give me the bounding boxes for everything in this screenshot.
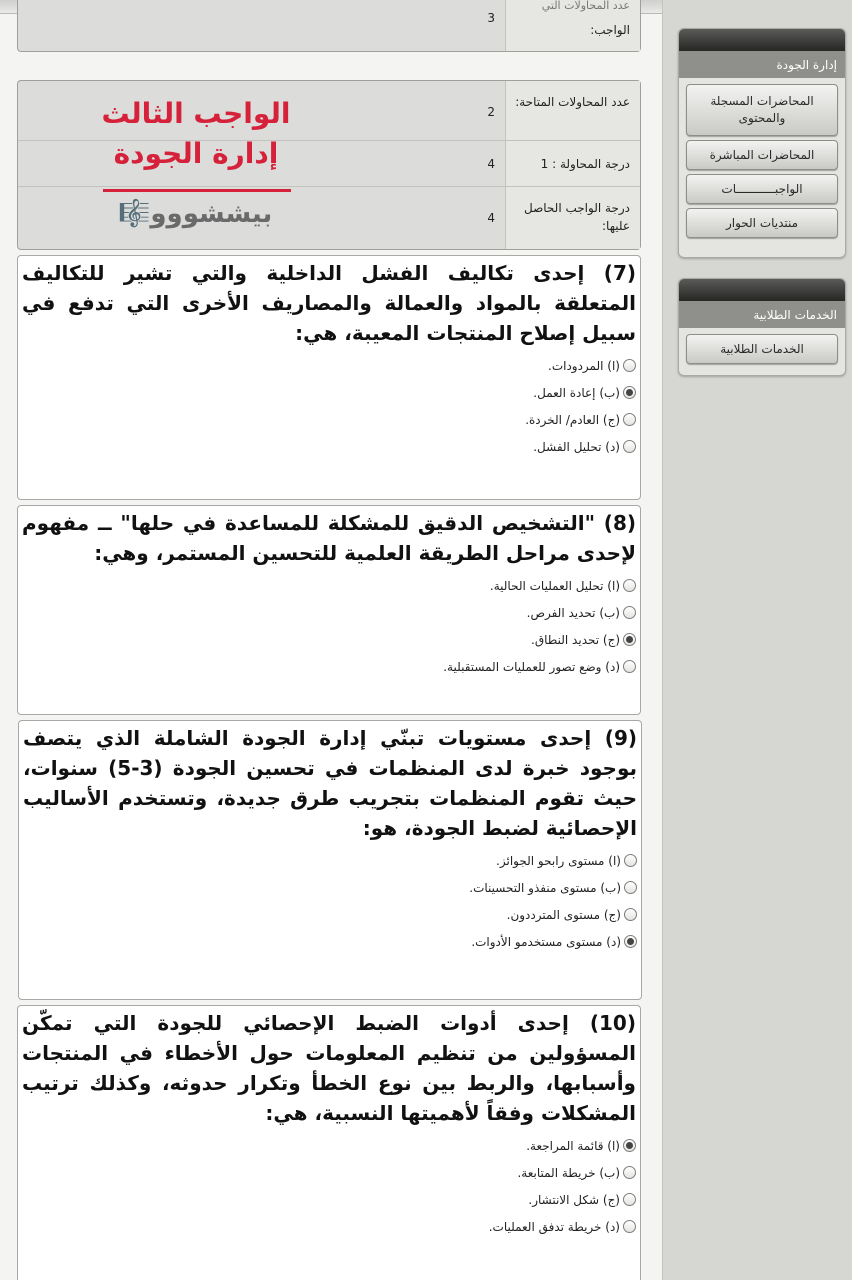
info-value-cut: 3 xyxy=(487,11,495,25)
option-label: (ب) مستوى منفذو التحسينات. xyxy=(469,880,621,895)
option-item[interactable] xyxy=(23,901,637,928)
info-value: 4 xyxy=(487,157,495,171)
option-item[interactable] xyxy=(23,928,637,955)
info-label: درجة الواجب الحاصل عليها: xyxy=(505,187,640,249)
option-label: (د) تحليل الفشل. xyxy=(533,439,620,454)
options-list xyxy=(22,1132,636,1240)
sidebar-item-assignments[interactable]: الواجبـــــــــــات xyxy=(686,174,838,204)
assignment-info-box xyxy=(17,80,641,250)
radio-button[interactable] xyxy=(624,854,637,867)
radio-button[interactable] xyxy=(623,606,636,619)
stamp-divider xyxy=(103,189,291,192)
option-item[interactable] xyxy=(22,1132,636,1159)
option-item[interactable] xyxy=(23,874,637,901)
option-item[interactable] xyxy=(22,1213,636,1240)
radio-button[interactable] xyxy=(623,413,636,426)
radio-button[interactable] xyxy=(623,440,636,453)
sidebar-panel-student-services xyxy=(678,278,846,376)
radio-button[interactable] xyxy=(624,881,637,894)
sidebar-item-live-lectures[interactable]: المحاضرات المباشرة xyxy=(686,140,838,170)
option-item[interactable] xyxy=(23,847,637,874)
panel-header-bar xyxy=(679,279,845,301)
info-value: 4 xyxy=(487,211,495,225)
question-card-8 xyxy=(17,505,641,715)
info-label-cut: عدد المحاولات التي xyxy=(541,0,630,12)
option-label: (ا) مستوى رابحو الجوائز. xyxy=(496,853,621,868)
option-item[interactable] xyxy=(22,626,636,653)
option-item[interactable] xyxy=(22,653,636,680)
option-label: (د) مستوى مستخدمو الأدوات. xyxy=(471,934,621,949)
option-item[interactable] xyxy=(22,379,636,406)
radio-button[interactable] xyxy=(623,386,636,399)
option-label: (ب) إعادة العمل. xyxy=(533,385,620,400)
sidebar-item-recorded-lectures[interactable]: المحاضرات المسجلة والمحتوى xyxy=(686,84,838,136)
panel-header-bar xyxy=(679,29,845,51)
sidebar-item-student-services[interactable]: الخدمات الطلابية xyxy=(686,334,838,364)
radio-button[interactable] xyxy=(623,1220,636,1233)
option-label: (د) خريطة تدفق العمليات. xyxy=(488,1219,620,1234)
option-item[interactable] xyxy=(22,572,636,599)
info-value: 2 xyxy=(487,105,495,119)
radio-button[interactable] xyxy=(624,935,637,948)
question-text: (7) إحدى تكاليف الفشل الداخلية والتي تشير للتكاليف المتعلقة بالمواد والعمالة والمصاريف الأخرى التي تدفع في سبيل إصلاح المنتجات المعيبة، هي: xyxy=(22,261,636,345)
option-item[interactable] xyxy=(22,1159,636,1186)
radio-button[interactable] xyxy=(623,359,636,372)
question-text: (10) إحدى أدوات الضبط الإحصائي للجودة التي تمكّن المسؤولين من تنظيم المعلومات حول الأخطاء في المنتجات وأسبابها، والربط بين نوع الخطأ وتكرار حدوثه، وكذلك ترتيب المشكلات وفقاً لأهميتها النسبية، هي: xyxy=(22,1011,636,1125)
info-label: درجة المحاولة : 1 xyxy=(505,141,640,186)
option-label: (ب) تحديد الفرص. xyxy=(526,605,620,620)
option-label: (ب) خريطة المتابعة. xyxy=(517,1165,620,1180)
question-card-10 xyxy=(17,1005,641,1280)
panel-title: إدارة الجودة xyxy=(679,51,845,78)
question-card-9 xyxy=(18,720,642,1000)
option-label: (ج) العادم/ الخردة. xyxy=(525,412,620,427)
option-item[interactable] xyxy=(22,352,636,379)
radio-button[interactable] xyxy=(623,1193,636,1206)
sidebar-panel-quality xyxy=(678,28,846,258)
options-list xyxy=(23,847,637,955)
option-label: (ج) مستوى المترددون. xyxy=(506,907,621,922)
option-label: (ا) المردودات. xyxy=(548,358,620,373)
radio-button[interactable] xyxy=(623,1166,636,1179)
info-row-final-grade xyxy=(18,187,640,249)
info-row-attempts-used xyxy=(18,0,640,51)
option-item[interactable] xyxy=(22,1186,636,1213)
option-item[interactable] xyxy=(22,599,636,626)
option-label: (ا) قائمة المراجعة. xyxy=(526,1138,620,1153)
sidebar-item-forums[interactable]: منتديات الحوار xyxy=(686,208,838,238)
question-card-7 xyxy=(17,255,641,500)
info-label: عدد المحاولات المتاحة: xyxy=(505,81,640,140)
stamp-subtitle: إدارة الجودة xyxy=(113,137,279,170)
options-list xyxy=(22,352,636,460)
option-item[interactable] xyxy=(22,433,636,460)
question-text: (8) "التشخيص الدقيق للمشكلة للمساعدة في حلها" ــ مفهوم لإحدى مراحل الطريقة العلمية للتحسين المستمر، وهي: xyxy=(22,511,636,565)
radio-button[interactable] xyxy=(624,908,637,921)
radio-button[interactable] xyxy=(623,1139,636,1152)
option-label: (د) وضع تصور للعمليات المستقبلية. xyxy=(443,659,620,674)
stamp-author: بيششووو🎼 xyxy=(118,199,273,229)
radio-button[interactable] xyxy=(623,579,636,592)
info-label-cut-2: الواجب: xyxy=(590,23,630,37)
previous-info-box xyxy=(17,0,641,52)
radio-button[interactable] xyxy=(623,633,636,646)
option-label: (ا) تحليل العمليات الحالية. xyxy=(489,578,620,593)
option-label: (ج) شكل الانتشار. xyxy=(528,1192,620,1207)
option-label: (ج) تحديد النطاق. xyxy=(531,632,620,647)
radio-button[interactable] xyxy=(623,660,636,673)
panel-title: الخدمات الطلابية xyxy=(679,301,845,328)
stamp-title: الواجب الثالث xyxy=(101,97,291,130)
options-list xyxy=(22,572,636,680)
option-item[interactable] xyxy=(22,406,636,433)
question-text: (9) إحدى مستويات تبنّي إدارة الجودة الشاملة الذي يتصف بوجود خبرة لدى المنظمات في تحسين الجودة (3-5) سنوات، حيث تقوم المنظمات بتجريب طرق جديدة، وتستخدم الأساليب الإحصائية لضبط الجودة، هو: xyxy=(23,726,637,840)
